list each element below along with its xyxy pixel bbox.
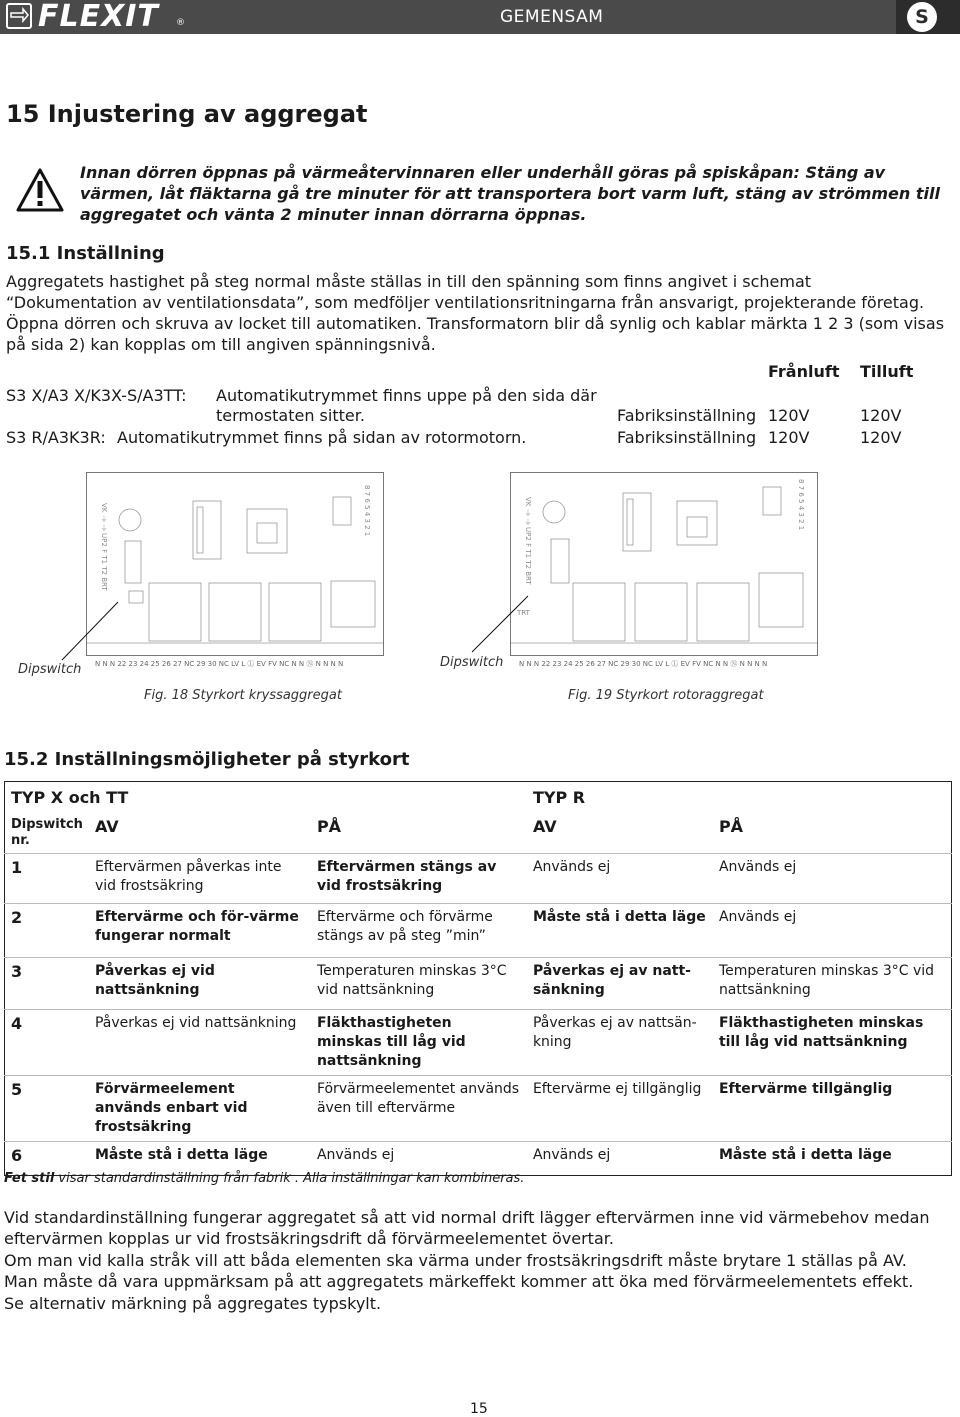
subsection-title-15-2: 15.2 Inställningsmöjligheter på styrkort: [4, 749, 410, 770]
model-row2-label: S3 R/A3K3R:: [6, 428, 106, 447]
table-row: [5, 1076, 952, 1142]
dip-number: 2: [5, 904, 89, 958]
x-av-cell: Måste stå i detta läge: [89, 1142, 311, 1176]
model-row1-setting: Fabriksinställning: [617, 406, 757, 425]
dip-number: 6: [5, 1142, 89, 1176]
footnote-text: visar standardinställning från fabrik . Alla inställningar kan kombineras.: [54, 1171, 525, 1186]
type-x-header: TYP X och TT: [11, 788, 129, 807]
warning-icon: [16, 168, 64, 212]
r-pa-cell: Används ej: [713, 854, 952, 904]
table-row: [5, 958, 952, 1010]
registered-mark: ®: [176, 18, 185, 28]
x-av-cell: Påverkas ej vid nattsänkning: [89, 958, 311, 1010]
subsection-title-15-1: 15.1 Inställning: [6, 243, 165, 264]
x-pa-cell: Fläkthastigheten minskas till låg vid nattsänkning: [311, 1010, 527, 1076]
av-header-x: AV: [94, 817, 119, 836]
dip-number: 5: [5, 1076, 89, 1142]
model-row1-label: S3 X/A3 X/K3X-S/A3TT:: [6, 386, 187, 405]
settings-paragraph: Aggregatets hastighet på steg normal måste ställas in till den spänning som finns angivet i schemat “Dokumentation av ventilationsdata”, som medföljer ventilationsritningarna från ansvarigt, projekterande företag. Öppna dörren och skruva av locket till automatiken. Transformatorn blir då synlig och kablar märkta 1 2 3 (som visas på sida 2) kan kopplas om till angiven spänningsnivå.: [6, 272, 945, 354]
x-pa-cell: Eftervärme och förvärme stängs av på steg ”min”: [311, 904, 527, 958]
board-left-labels: VK ⏚ ⏚ UP2 F T1 T2 BRT: [100, 503, 108, 591]
control-board-fig18: [86, 472, 384, 668]
board-right-numbers-2: 8 7 6 5 4 3 2 1: [797, 479, 805, 531]
table-row: [5, 854, 952, 904]
brand-logo: FLEXIT: [38, 0, 159, 34]
terminal-row-2: N N N 22 23 24 25 26 27 NC 29 30 NC LV L Ⓛ EV FV NC N N Ⓝ N N N N: [519, 660, 768, 668]
x-av-cell: Eftervärmen påverkas inte vid frostsäkring: [89, 854, 311, 904]
figure-18-caption: Fig. 18 Styrkort kryssaggregat: [144, 688, 342, 703]
r-pa-cell: Fläkthastigheten minskas till låg vid nattsänkning: [713, 1010, 952, 1076]
section-title: 15 Injustering av aggregat: [6, 100, 368, 128]
table-row: [5, 904, 952, 958]
col-header-franluft: Frånluft: [768, 362, 840, 381]
x-av-cell: Påverkas ej vid nattsänkning: [89, 1010, 311, 1076]
dipswitch-label-1: Dipswitch: [18, 662, 82, 677]
control-board-fig19: [510, 472, 818, 668]
x-pa-cell: Används ej: [311, 1142, 527, 1176]
dipswitch-label-2: Dipswitch: [440, 655, 504, 670]
dipswitch-pointer-2: [470, 594, 530, 654]
header-title: GEMENSAM: [500, 7, 604, 27]
model-row1-text1: Automatikutrymmet finns uppe på den sida där: [216, 386, 597, 405]
r-av-cell: Påverkas ej av nattsän-kning: [527, 1010, 713, 1076]
dip-number: 1: [5, 854, 89, 904]
dipswitch-settings-table: [4, 781, 952, 1176]
type-r-header: TYP R: [532, 788, 586, 807]
r-pa-cell: Måste stå i detta läge: [713, 1142, 952, 1176]
page-number: 15: [470, 1401, 488, 1417]
table-type-row: [5, 782, 952, 812]
col-header-tilluft: Tilluft: [860, 362, 914, 381]
r-av-cell: Måste stå i detta läge: [527, 904, 713, 958]
table-header-row: [5, 811, 952, 854]
model-row2-franluft: 120V: [768, 428, 810, 447]
trt-label: TRT: [517, 609, 530, 617]
dipswitch-pointer-1: [60, 600, 120, 662]
table-row: [5, 1010, 952, 1076]
x-pa-cell: Eftervärmen stängs av vid frostsäkring: [311, 854, 527, 904]
body-paragraph-1: Vid standardinställning fungerar aggregatet så att vid normal drift lägger eftervärmen inne vid värmebehov medan eftervärmen kopplas ur vid frostsäkringsdrift då förvärmeelementet övertar.: [4, 1208, 930, 1248]
body-paragraph-2: Om man vid kalla stråk vill att båda elementen ska värma under frostsäkringsdrift måste brytare 1 ställas på AV. Man måste då vara uppmärksam på att aggregatets märkeffekt kommer att öka med förvärmeelementets effekt.: [4, 1251, 914, 1291]
x-pa-cell: Temperaturen minskas 3°C vid nattsänkning: [311, 958, 527, 1010]
r-av-cell: Används ej: [527, 854, 713, 904]
r-av-cell: Eftervärme ej tillgänglig: [527, 1076, 713, 1142]
model-row1-tilluft: 120V: [860, 406, 902, 425]
x-av-cell: Förvärmeelement används enbart vid frostsäkring: [89, 1076, 311, 1142]
dipswitch-header: Dipswitch nr.: [11, 817, 83, 848]
model-row1-text2: termostaten sitter.: [216, 406, 365, 425]
r-av-cell: Påverkas ej av natt-sänkning: [527, 958, 713, 1010]
r-pa-cell: Eftervärme tillgänglig: [713, 1076, 952, 1142]
model-row2-setting: Fabriksinställning: [617, 428, 757, 447]
av-header-r: AV: [532, 817, 557, 836]
board-left-labels-2: VK ⏚ ⏚ UP2 F T1 T2 BRT: [524, 497, 532, 585]
r-pa-cell: Temperaturen minskas 3°C vid nattsänkning: [713, 958, 952, 1010]
r-av-cell: Används ej: [527, 1142, 713, 1176]
board-right-numbers: 8 7 6 5 4 3 2 1: [363, 485, 371, 537]
terminal-row: N N N 22 23 24 25 26 27 NC 29 30 NC LV L Ⓛ EV FV NC N N Ⓝ N N N N: [95, 660, 344, 668]
r-pa-cell: Används ej: [713, 904, 952, 958]
x-av-cell: Eftervärme och för-värme fungerar normalt: [89, 904, 311, 958]
warning-text: Innan dörren öppnas på värmeåtervinnaren eller underhåll göras på spiskåpan: Stäng av värmen, låt fläktarna gå tre minuter för att transportera bort varm luft, stäng av strömmen till aggregatet och vänta 2 minuter innan dörrarna öppnas.: [80, 163, 940, 224]
dip-number: 3: [5, 958, 89, 1010]
footnote-bold: Fet stil: [4, 1171, 55, 1186]
pa-header-x: PÅ: [316, 817, 342, 836]
model-row1-franluft: 120V: [768, 406, 810, 425]
table-footnote: [4, 1171, 524, 1186]
language-badge: S: [907, 2, 937, 32]
x-pa-cell: Förvärmeelementet används även till eftervärme: [311, 1076, 527, 1142]
dip-number: 4: [5, 1010, 89, 1076]
flexit-logo-icon: [6, 3, 32, 29]
figure-19-caption: Fig. 19 Styrkort rotoraggregat: [568, 688, 764, 703]
model-row2-tilluft: 120V: [860, 428, 902, 447]
body-paragraph-3: Se alternativ märkning på aggregates typskylt.: [4, 1294, 382, 1313]
model-row2-text: Automatikutrymmet finns på sidan av rotormotorn.: [117, 428, 527, 447]
pa-header-r: PÅ: [718, 817, 744, 836]
